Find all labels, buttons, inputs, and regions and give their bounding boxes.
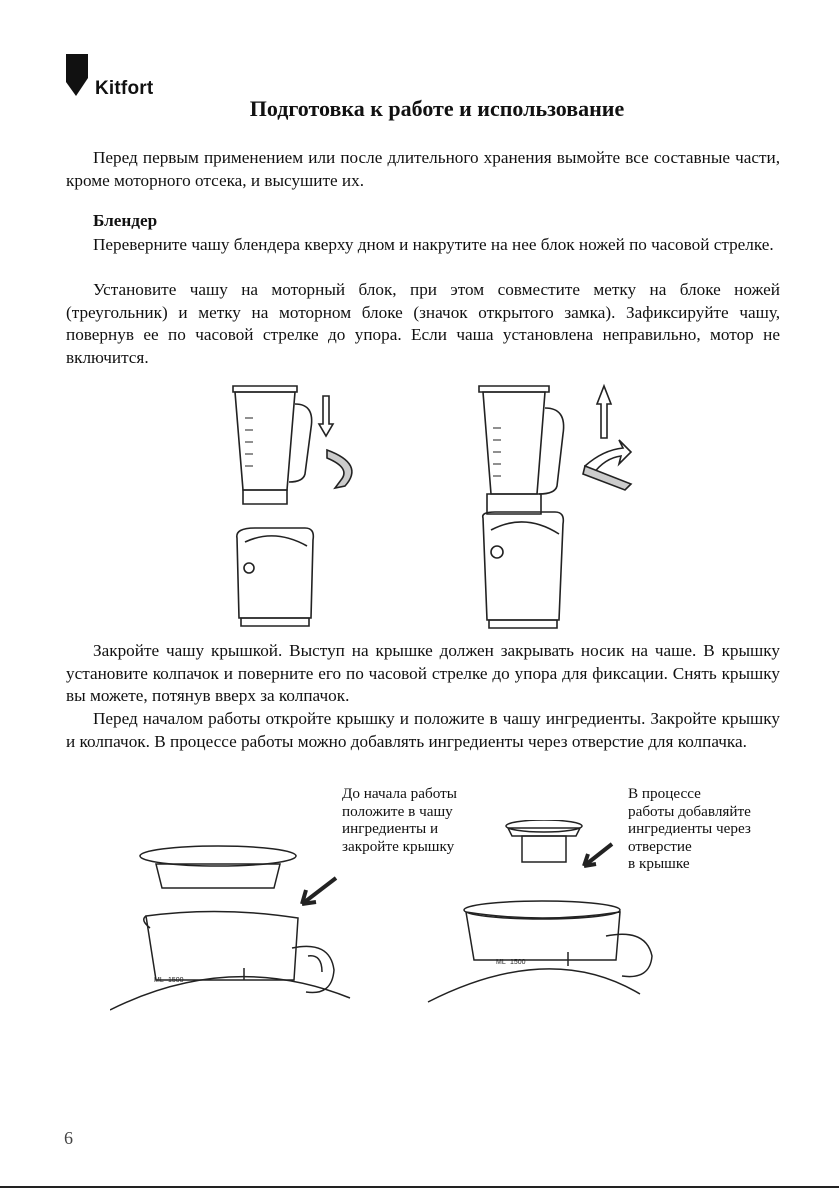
blender-paragraph-1: Переверните чашу блендера кверху дном и накрутите на нее блок ножей по часовой стрелке. [93,235,774,254]
arrow-down-icon [319,396,333,436]
caption-during-work: В процессе работы добавляйте ингредиенты через отверстие в крышке [628,785,751,873]
rotate-clockwise-icon [327,450,352,488]
arrow-up-icon [597,386,611,438]
jar-ml-mark-2: ML [496,959,506,966]
lid-and-cap-illustration [110,820,670,1020]
jar-volume-mark: 1500 [168,977,184,984]
motor-base-left [237,528,314,626]
blender-paragraph-4: Перед началом работы откройте крышку и положите в чашу ингредиенты. Закройте крышку и колпачок. В процессе работы можно добавлять ингредиенты через отверстие для колпачка. [66,709,780,751]
lid-left [140,846,296,888]
brand-name: Kitfort [95,78,154,99]
cap [506,820,582,862]
page-title: Подготовка к работе и использование [249,96,625,121]
blender-paragraph-2: Установите чашу на моторный блок, при этом совместите метку на блоке ножей (треугольник) и метку на моторном блоке (значок открытого замка). Зафиксируйте чашу, повернув ее по часовой стрелке до упора. Если чаша установлена неправильно, мотор не включится. [66,280,780,367]
caption-before-work: До начала работы положите в чашу ингредиенты и закройте крышку [342,785,457,855]
jar-closed [428,901,652,1002]
blender-paragraph-3: Закройте чашу крышкой. Выступ на крышке должен закрывать носик на чаше. В крышку установите колпачок и поверните его по часовой стрелке до упора для фиксации. Снять крышку вы можете, потянув вверх за колпачок. [66,641,780,706]
jar-mounted [479,386,564,514]
section-heading-blender: Блендер [93,211,158,230]
motor-base-right [483,512,564,628]
jar-upside-down [233,386,312,504]
bottom-rule [0,1186,839,1188]
jar-open [110,911,350,1010]
jar-volume-mark-2: 1500 [510,959,526,966]
page-number: 6 [64,1128,73,1148]
jar-ml-mark: ML [154,977,164,984]
intro-paragraph: Перед первым применением или после длительного хранения вымойте все составные части, кроме моторного отсека, и высушите их. [66,148,780,190]
blender-assembly-illustration [215,378,635,640]
